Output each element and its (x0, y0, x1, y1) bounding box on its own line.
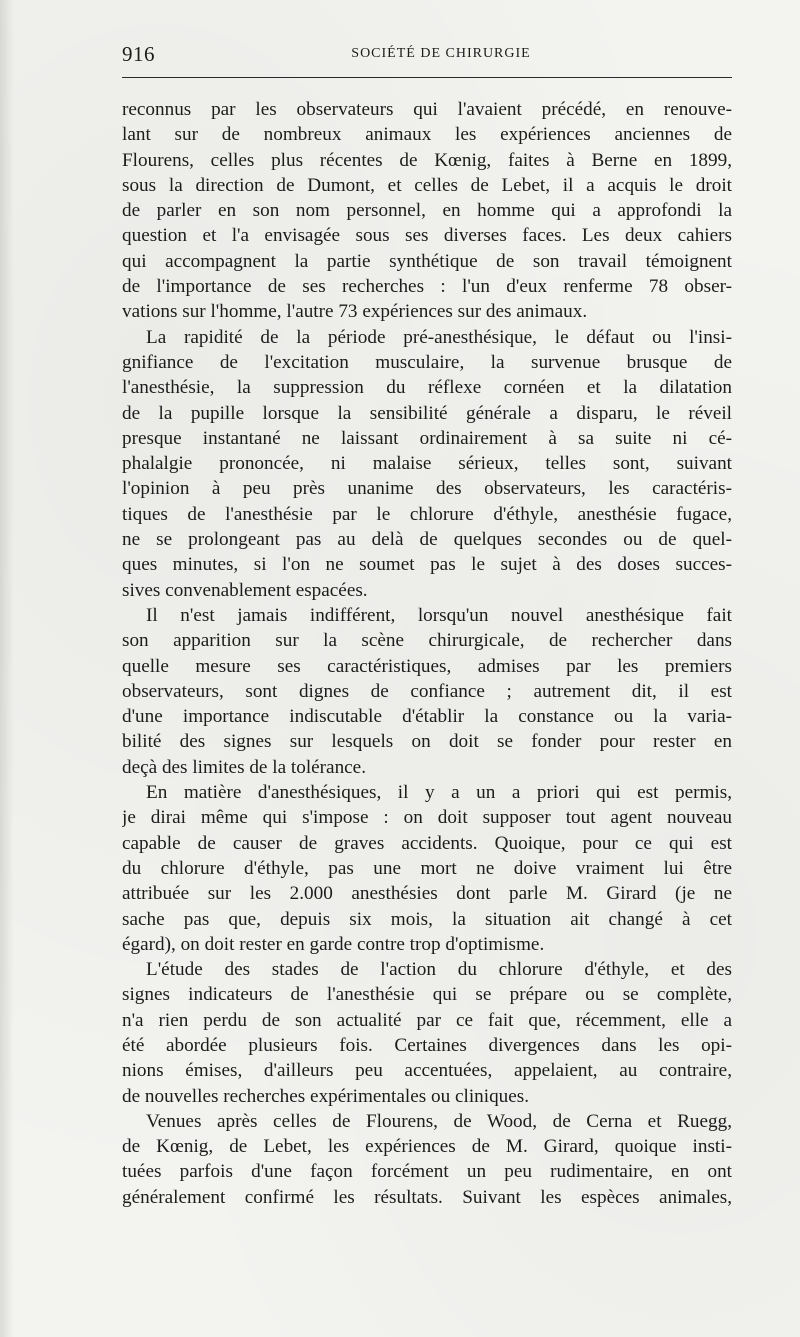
text-line: vations sur l'homme, l'autre 73 expériences sur des animaux. (122, 301, 588, 323)
text-line: Venues après celles de Flourens, de Wood, de Cerna et Ruegg, (146, 1110, 732, 1132)
body-text (122, 97, 732, 1210)
text-line: ques minutes, si l'on ne soumet pas le sujet à des doses succes- (122, 554, 732, 576)
running-head (122, 40, 732, 68)
page-edge-shadow (0, 0, 14, 1337)
text-line: sives convenablement espacées. (122, 579, 368, 601)
text-line: phalalgie prononcée, ni malaise sérieux, telles sont, suivant (122, 453, 732, 475)
text-line: ne se prolongeant pas au delà de quelques secondes ou de quel- (122, 529, 732, 551)
text-line: lant sur de nombreux animaux les expériences anciennes de (122, 124, 732, 146)
text-line: d'une importance indiscutable d'établir la constance ou la varia- (122, 706, 732, 728)
text-line: nions émises, d'ailleurs peu accentuées, appelaient, au contraire, (122, 1060, 732, 1082)
text-line: sache pas que, depuis six mois, la situation ait changé à cet (122, 908, 732, 930)
text-line: bilité des signes sur lesquels on doit se fonder pour rester en (122, 731, 732, 753)
text-line: reconnus par les observateurs qui l'avaient précédé, en renouve- (122, 99, 732, 120)
text-line: qui accompagnent la partie synthétique de son travail témoignent (122, 250, 732, 272)
text-line: l'opinion à peu près unanime des observateurs, les caractéris- (122, 478, 732, 500)
header-rule (122, 77, 732, 78)
running-title: SOCIÉTÉ DE CHIRURGIE (351, 46, 531, 61)
text-line: égard), on doit rester en garde contre trop d'optimisme. (122, 933, 545, 955)
text-line: presque instantané ne laissant ordinairement à sa suite ni cé- (122, 427, 732, 449)
text-line: quelle mesure ses caractéristiques, admises par les premiers (122, 655, 732, 677)
text-line: tiques de l'anesthésie par le chlorure d'éthyle, anesthésie fugace, (122, 503, 732, 525)
text-line: de l'importance de ses recherches : l'un d'eux renferme 78 obser- (122, 276, 732, 298)
text-line: gnifiance de l'excitation musculaire, la survenue brusque de (122, 351, 732, 373)
text-line: capable de causer de graves accidents. Quoique, pour ce qui est (122, 832, 732, 854)
text-line: deçà des limites de la tolérance. (122, 756, 366, 778)
text-line: je dirai même qui s'impose : on doit supposer tout agent nouveau (122, 807, 732, 829)
text-line: du chlorure d'éthyle, pas une mort ne doive vraiment lui être (122, 857, 732, 879)
text-line: En matière d'anesthésiques, il y a un a priori qui est permis, (146, 782, 732, 804)
text-line: question et l'a envisagée sous ses diverses faces. Les deux cahiers (122, 225, 732, 247)
page-number: 916 (122, 42, 155, 66)
text-line: signes indicateurs de l'anesthésie qui se prépare ou se complète, (122, 984, 732, 1006)
text-line: attribuée sur les 2.000 anesthésies dont parle M. Girard (je ne (122, 883, 732, 905)
text-line: l'anesthésie, la suppression du réflexe cornéen et la dilatation (122, 377, 732, 399)
text-line: été abordée plusieurs fois. Certaines divergences dans les opi- (122, 1034, 732, 1056)
text-line: tuées parfois d'une façon forcément un peu rudimentaire, en ont (122, 1161, 732, 1183)
text-line: La rapidité de la période pré-anesthésique, le défaut ou l'insi- (146, 326, 732, 348)
text-line: généralement confirmé les résultats. Suivant les espèces animales, (122, 1186, 732, 1208)
text-line: sous la direction de Dumont, et celles de Lebet, il a acquis le droit (122, 174, 732, 196)
text-line: de nouvelles recherches expérimentales ou cliniques. (122, 1085, 530, 1107)
text-line: son apparition sur la scène chirurgicale, de rechercher dans (122, 630, 732, 652)
text-line: Il n'est jamais indifférent, lorsqu'un nouvel anesthésique fait (146, 604, 732, 626)
text-line: Flourens, celles plus récentes de Kœnig, faites à Berne en 1899, (122, 149, 732, 171)
text-line: n'a rien perdu de son actualité par ce fait que, récemment, elle a (122, 1009, 732, 1031)
text-line: de Kœnig, de Lebet, les expériences de M. Girard, quoique insti- (122, 1136, 732, 1158)
text-line: de la pupille lorsque la sensibilité générale a disparu, le réveil (122, 402, 732, 424)
text-line: de parler en son nom personnel, en homme qui a approfondi la (122, 200, 732, 222)
text-line: L'étude des stades de l'action du chlorure d'éthyle, et des (146, 959, 732, 981)
text-line: observateurs, sont dignes de confiance ; autrement dit, il est (122, 680, 732, 702)
